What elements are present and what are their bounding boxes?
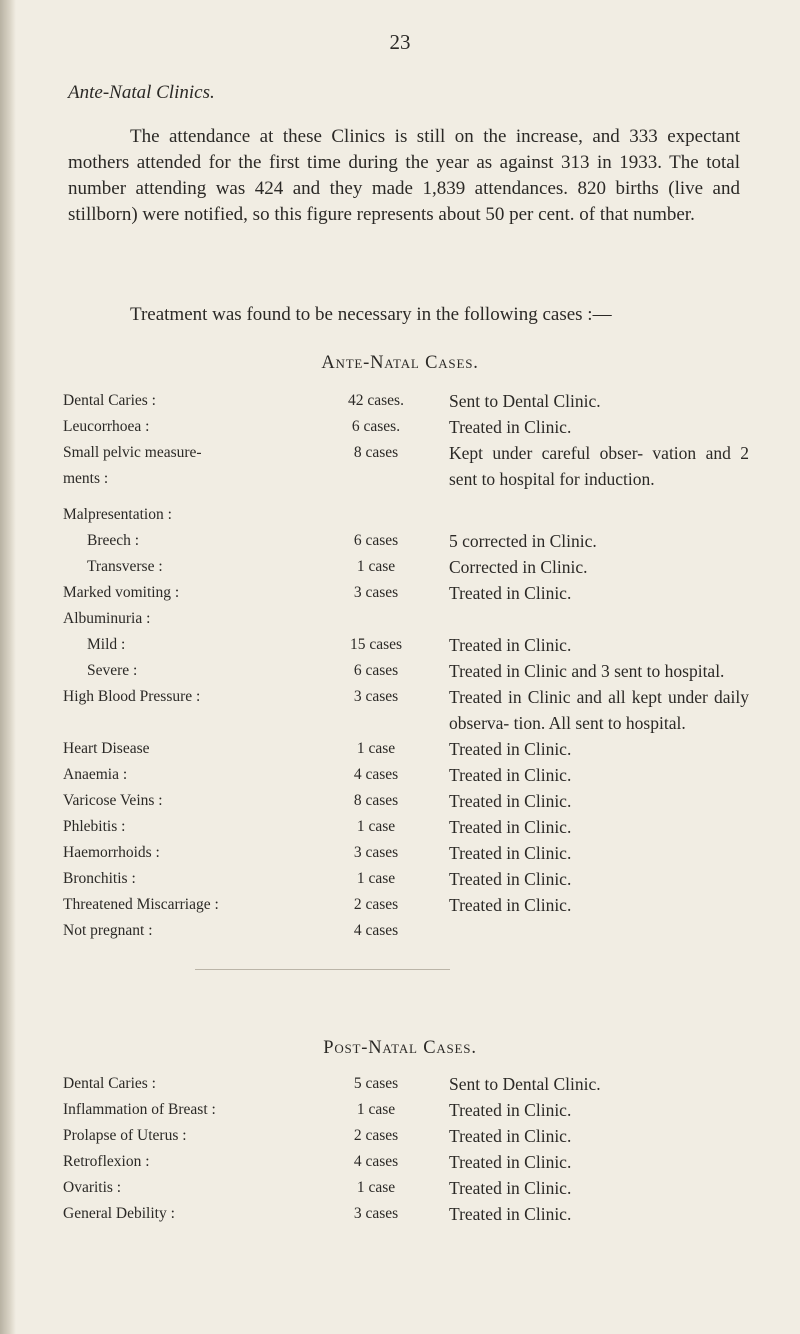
table-row xyxy=(63,658,753,684)
treatment-cell: Corrected in Clinic. xyxy=(449,557,588,577)
treatment-cell: Treated in Clinic. xyxy=(449,765,572,785)
count-cell: 3 cases xyxy=(353,688,399,705)
treatment-cell: Treated in Clinic. xyxy=(449,895,572,915)
treatment-cell xyxy=(449,918,753,944)
condition-cell: Transverse : xyxy=(87,558,163,575)
condition-cell: Albuminuria : xyxy=(63,610,151,627)
count-cell: 15 cases xyxy=(349,636,403,653)
table-row xyxy=(63,866,753,892)
count-cell: 42 cases. xyxy=(348,392,404,409)
table-row xyxy=(63,788,753,814)
treatment-cell: Treated in Clinic. xyxy=(449,1204,572,1224)
treatment-cell: Treated in Clinic. xyxy=(449,791,572,811)
table-row xyxy=(63,684,753,736)
treatment-cell: Treated in Clinic. xyxy=(449,417,572,437)
count-cell: 5 cases xyxy=(353,1075,399,1092)
condition-cell: Ovaritis : xyxy=(63,1179,122,1196)
treatment-cell: Treated in Clinic. xyxy=(449,583,572,603)
count-cell: 4 cases xyxy=(353,766,399,783)
treatment-cell: Treated in Clinic. xyxy=(449,635,572,655)
treatment-cell: Treated in Clinic. xyxy=(449,1126,572,1146)
table-row xyxy=(63,554,753,580)
treatment-cell: Sent to Dental Clinic. xyxy=(449,1074,601,1094)
count-cell: 3 cases xyxy=(353,584,399,601)
table-row xyxy=(63,814,753,840)
count-cell: 6 cases. xyxy=(351,418,401,435)
table-row xyxy=(63,606,753,632)
count-cell: 3 cases xyxy=(353,844,399,861)
post-natal-table xyxy=(63,1071,753,1227)
table-row xyxy=(63,918,753,944)
count-cell: 2 cases xyxy=(353,1127,399,1144)
table-row xyxy=(63,632,753,658)
treatment-cell: Treated in Clinic. xyxy=(449,739,572,759)
table-row xyxy=(63,840,753,866)
table-row xyxy=(63,528,753,554)
table-row xyxy=(63,762,753,788)
treatment-cell: Treated in Clinic. xyxy=(449,1178,572,1198)
condition-cell: General Debility : xyxy=(63,1205,175,1222)
treatment-cell: Treated in Clinic and 3 sent to hospital. xyxy=(449,661,725,681)
condition-cell: Severe : xyxy=(87,662,138,679)
treatment-cell: Treated in Clinic. xyxy=(449,843,572,863)
treatment-cell: Kept under careful obser- vation and 2 sent to hospital for induction. xyxy=(449,443,749,489)
condition-cell: Malpresentation : xyxy=(63,506,172,523)
condition-cell: Small pelvic measure- ments : xyxy=(63,444,202,487)
count-cell: 3 cases xyxy=(353,1205,399,1222)
condition-cell: Prolapse of Uterus : xyxy=(63,1127,187,1144)
condition-cell: Phlebitis : xyxy=(63,818,126,835)
treatment-cell: 5 corrected in Clinic. xyxy=(449,531,597,551)
treatment-cell xyxy=(449,502,753,528)
table-row xyxy=(63,440,753,492)
condition-cell: Bronchitis : xyxy=(63,870,136,887)
condition-cell: Inflammation of Breast : xyxy=(63,1101,216,1118)
table-row xyxy=(63,736,753,762)
condition-cell: Marked vomiting : xyxy=(63,584,180,601)
count-cell xyxy=(303,502,449,528)
condition-cell: Heart Disease xyxy=(63,740,150,757)
table-row xyxy=(63,1071,753,1097)
page-number: 23 xyxy=(389,30,411,54)
condition-cell: Varicose Veins : xyxy=(63,792,163,809)
paragraph-attendance: The attendance at these Clinics is still on the increase, and 333 expectant mothers attended for the first time during the year as against 313 in 1933. The total number attending was 424 and they made 1,839 attendances. 820 births (live and stillborn) were notified, so this figure represents about 50 per cent. of that number. xyxy=(68,126,740,225)
condition-cell: Dental Caries : xyxy=(63,1075,156,1092)
count-cell: 6 cases xyxy=(353,662,399,679)
condition-cell: Anaemia : xyxy=(63,766,128,783)
treatment-cell: Treated in Clinic. xyxy=(449,817,572,837)
table-row xyxy=(63,1175,753,1201)
condition-cell: Retroflexion : xyxy=(63,1153,150,1170)
table-row xyxy=(63,1149,753,1175)
table-row xyxy=(63,1097,753,1123)
condition-cell: Not pregnant : xyxy=(63,922,153,939)
faint-divider-line xyxy=(195,969,450,970)
count-cell: 4 cases xyxy=(353,922,399,939)
condition-cell: Breech : xyxy=(87,532,140,549)
table-row xyxy=(63,892,753,918)
table-row xyxy=(63,580,753,606)
treatment-cell: Sent to Dental Clinic. xyxy=(449,391,601,411)
condition-cell: Haemorrhoids : xyxy=(63,844,160,861)
page-binding-edge xyxy=(0,0,16,1334)
count-cell: 8 cases xyxy=(353,444,399,461)
treatment-cell: Treated in Clinic and all kept under daily observa- tion. All sent to hospital. xyxy=(449,687,749,733)
count-cell: 4 cases xyxy=(353,1153,399,1170)
table-row xyxy=(63,502,753,528)
paragraph-treatment-intro: Treatment was found to be necessary in the following cases :— xyxy=(130,304,612,325)
table-row xyxy=(63,1201,753,1227)
treatment-cell: Treated in Clinic. xyxy=(449,1100,572,1120)
count-cell: 1 case xyxy=(356,870,396,887)
treatment-cell: Treated in Clinic. xyxy=(449,869,572,889)
count-cell: 1 case xyxy=(356,1101,396,1118)
condition-cell: Dental Caries : xyxy=(63,392,156,409)
count-cell: 1 case xyxy=(356,1179,396,1196)
post-natal-heading: Post-Natal Cases. xyxy=(323,1038,477,1058)
count-cell xyxy=(303,606,449,632)
section-title: Ante-Natal Clinics. xyxy=(68,82,215,103)
ante-natal-table xyxy=(63,388,753,944)
condition-cell: High Blood Pressure : xyxy=(63,688,201,705)
condition-cell: Mild : xyxy=(87,636,126,653)
count-cell: 1 case xyxy=(356,740,396,757)
table-row xyxy=(63,1123,753,1149)
table-row xyxy=(63,414,753,440)
condition-cell: Leucorrhoea : xyxy=(63,418,150,435)
count-cell: 6 cases xyxy=(353,532,399,549)
count-cell: 1 case xyxy=(356,558,396,575)
condition-cell: Threatened Miscarriage : xyxy=(63,896,219,913)
treatment-cell: Treated in Clinic. xyxy=(449,1152,572,1172)
count-cell: 8 cases xyxy=(353,792,399,809)
count-cell: 1 case xyxy=(356,818,396,835)
ante-natal-heading: Ante-Natal Cases. xyxy=(321,353,479,373)
count-cell: 2 cases xyxy=(353,896,399,913)
treatment-cell xyxy=(449,606,753,632)
table-row xyxy=(63,388,753,414)
